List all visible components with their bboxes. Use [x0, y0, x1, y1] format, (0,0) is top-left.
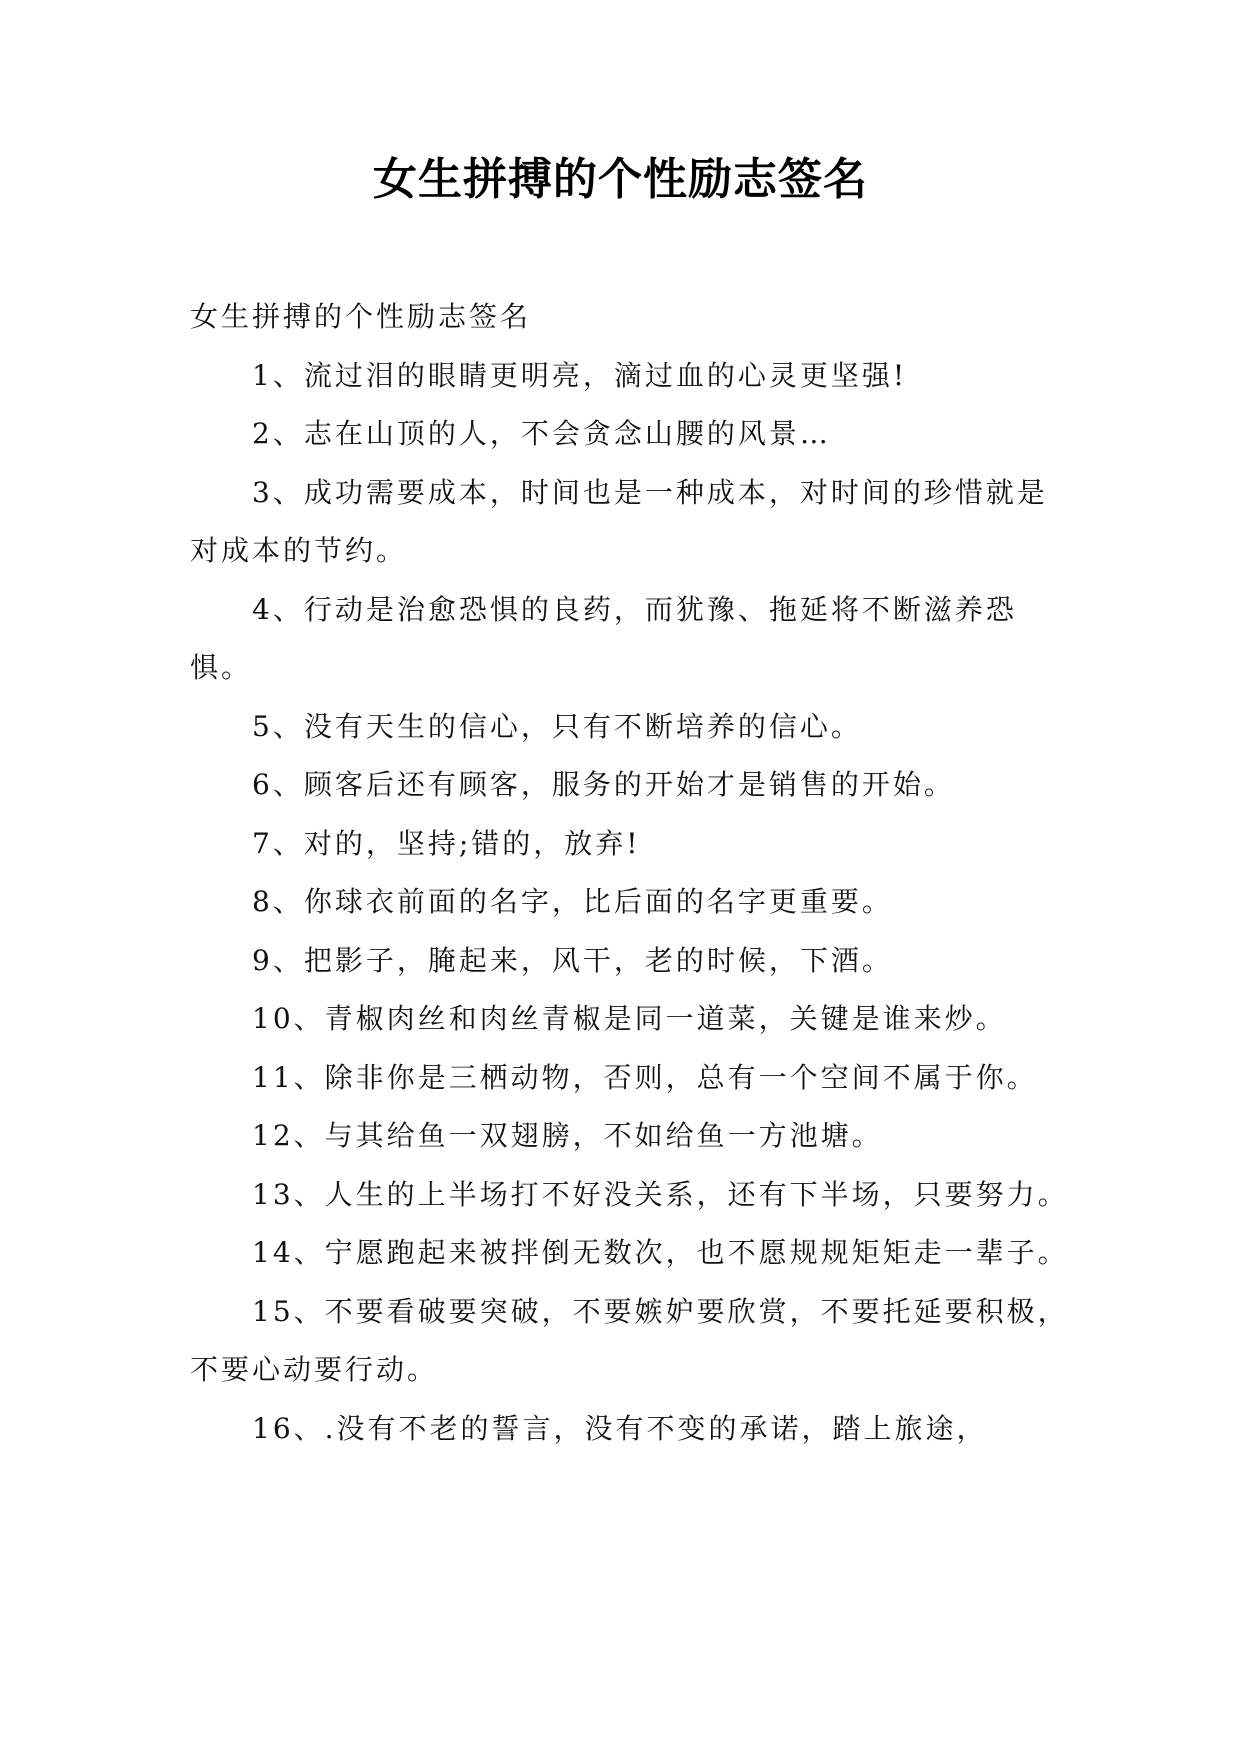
list-item: 4、行动是治愈恐惧的良药，而犹豫、拖延将不断滋养恐惧。: [190, 592, 1017, 684]
list-item: 5、没有天生的信心，只有不断培养的信心。: [252, 709, 862, 743]
list-item: 1、流过泪的眼睛更明亮，滴过血的心灵更坚强!: [252, 358, 908, 392]
list-item: 9、把影子，腌起来，风干，老的时候，下酒。: [252, 943, 893, 977]
list-item: 14、宁愿跑起来被拌倒无数次，也不愿规规矩矩走一辈子。: [252, 1236, 1069, 1269]
list-item: 15、不要看破要突破，不要嫉妒要欣赏，不要托延要积极，不要心动要行动。: [190, 1294, 1069, 1386]
list-item: 2、志在山顶的人，不会贪念山腰的风景…: [252, 417, 831, 450]
page-title: 女生拼搏的个性励志签名: [373, 154, 868, 205]
document-body: [190, 288, 1070, 1458]
list-item: 11、除非你是三栖动物，否则，总有一个空间不属于你。: [252, 1060, 1038, 1094]
list-item: 7、对的，坚持;错的，放弃!: [252, 826, 641, 860]
list-item: 16、.没有不老的誓言，没有不变的承诺，踏上旅途，: [252, 1411, 988, 1445]
list-item: 13、人生的上半场打不好没关系，还有下半场，只要努力。: [252, 1177, 1069, 1211]
list-item: 12、与其给鱼一双翅膀，不如给鱼一方池塘。: [252, 1119, 883, 1152]
document-subtitle: 女生拼搏的个性励志签名: [190, 300, 532, 333]
list-item: 3、成功需要成本，时间也是一种成本，对时间的珍惜就是对成本的节约。: [190, 475, 1048, 567]
list-item: 6、顾客后还有顾客，服务的开始才是销售的开始。: [252, 768, 955, 801]
list-item: 8、你球衣前面的名字，比后面的名字更重要。: [252, 885, 893, 918]
list-item: 10、青椒肉丝和肉丝青椒是同一道菜，关键是谁来炒。: [252, 1002, 1007, 1035]
